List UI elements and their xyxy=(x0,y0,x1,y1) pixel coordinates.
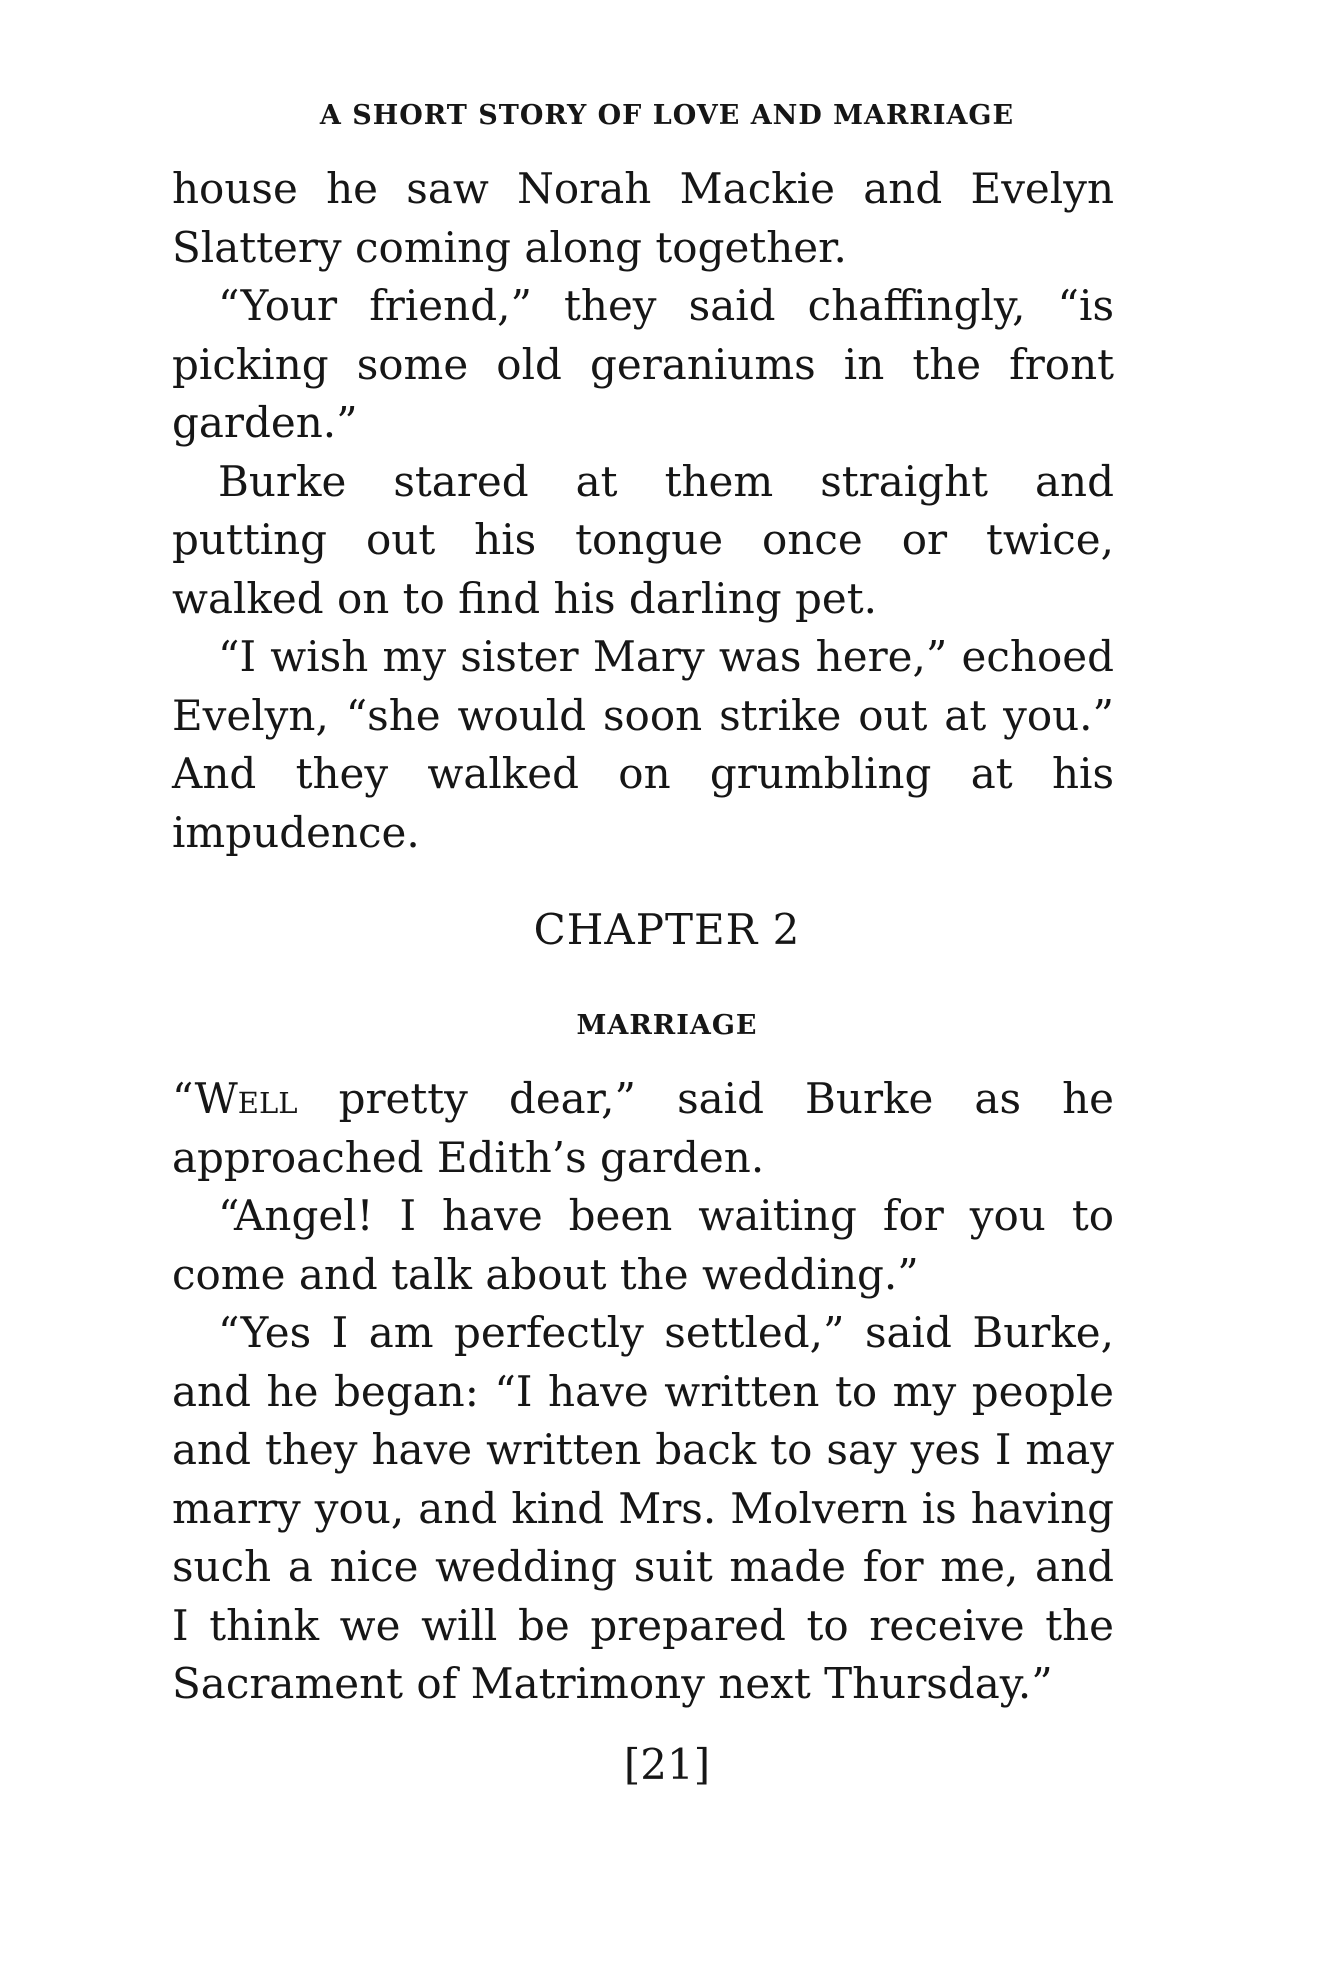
paragraph: “Your friend,” they said chaffingly, “is picking some old geraniums in the front garden.” xyxy=(172,281,1114,447)
body-text-before-chapter xyxy=(172,160,1114,862)
page-number: [21] xyxy=(623,1740,711,1789)
paragraph: Burke stared at them straight and putting out his tongue once or twice, walked on to find his darling pet. xyxy=(172,456,1114,623)
paragraph xyxy=(172,1070,1114,1187)
chapter-body-text xyxy=(172,1070,1114,1714)
chapter-subtitle: MARRIAGE xyxy=(576,1010,758,1041)
chapter-title: CHAPTER 2 xyxy=(533,905,801,954)
paragraph: house he saw Norah Mackie and Evelyn Slattery coming along together. xyxy=(172,164,1114,272)
paragraph-text: pretty dear,” said Burke as he approached Edith’s garden. xyxy=(172,1074,1114,1182)
paragraph: “Yes I am perfectly settled,” said Burke, and he began: “I have written to my people and they have written back to say yes I may marry you, and kind Mrs. Molvern is having such a nice wedding suit made for me, and I think we will be prepared to receive the Sacrament of Matrimony next Thursday.” xyxy=(172,1308,1114,1708)
paragraph: “I wish my sister Mary was here,” echoed Evelyn, “she would soon strike out at you.” And they walked on grumbling at his impudence. xyxy=(172,632,1114,857)
paragraph: “Angel! I have been waiting for you to come and talk about the wedding.” xyxy=(172,1191,1114,1299)
opening-word: “Well xyxy=(172,1074,298,1123)
running-head: A SHORT STORY OF LOVE AND MARRIAGE xyxy=(319,100,1015,131)
